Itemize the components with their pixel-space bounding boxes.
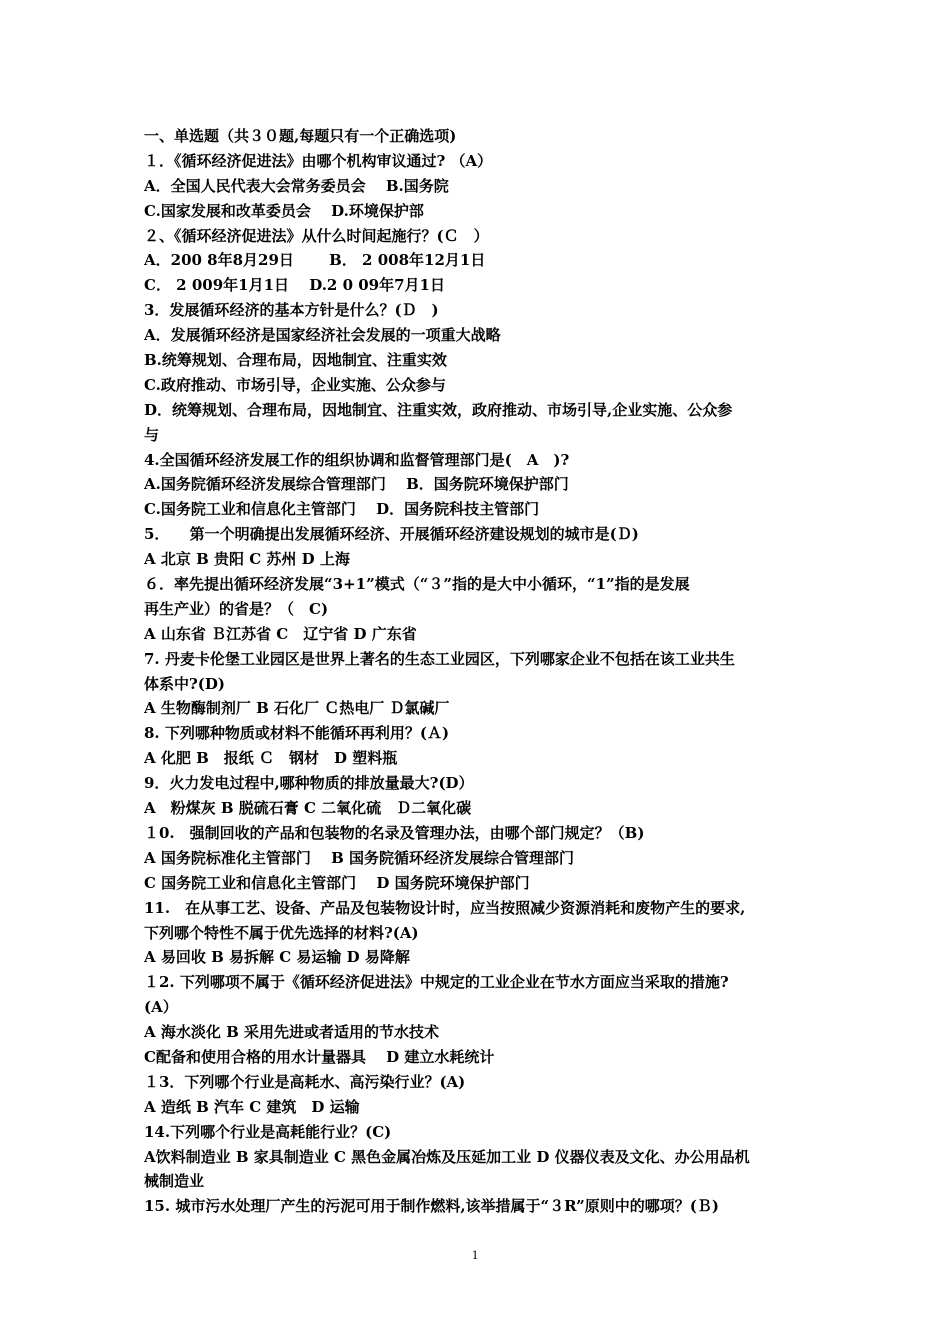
question-4: 4.全国循环经济发展工作的组织协调和监督管理部门是( A )? (144, 450, 570, 469)
question-11: 11. 在从事工艺、设备、产品及包装物设计时，应当按照减少资源消耗和废物产生的要求, (144, 898, 746, 917)
question-7: 7. 丹麦卡伦堡工业园区是世界上著名的生态工业园区，下列哪家企业不包括在该工业共生 (144, 649, 735, 668)
document-body (144, 124, 814, 1219)
question-9: 9．火力发电过程中,哪种物质的排放量最大?(D） (144, 774, 474, 793)
question-12-options-cd: C配备和使用合格的用水计量器具 D 建立水耗统计 (144, 1047, 495, 1066)
question-10-options-cd: C 国务院工业和信息化主管部门 D 国务院环境保护部门 (144, 873, 530, 892)
question-7-options: A 生物酶制剂厂 B 石化厂 Ｃ热电厂 Ｄ氯碱厂 (144, 699, 450, 718)
question-2: ２、《循环经济促进法》从什么时间起施行？(Ｃ ） (144, 226, 489, 245)
question-10: １0. 强制回收的产品和包装物的名录及管理办法，由哪个部门规定？（B) (144, 823, 645, 842)
question-6-options: A 山东省 Ｂ江苏省 C 辽宁省 D 广东省 (144, 624, 417, 643)
question-10-options-ab: A 国务院标准化主管部门 B 国务院循环经济发展综合管理部门 (144, 848, 574, 867)
question-3-option-a: A．发展循环经济是国家经济社会发展的一项重大战略 (144, 326, 501, 345)
question-8: 8. 下列哪种物质或材料不能循环再利用？(Ａ) (144, 724, 450, 743)
question-12-answer: (A） (144, 998, 178, 1017)
section-heading: 一、单选题（共３０题,每题只有一个正确选项) (144, 127, 457, 145)
question-7-cont: 体系中?(D) (144, 674, 225, 693)
question-3-option-d: D．统筹规划、合理布局，因地制宜、注重实效，政府推动、市场引导,企业实施、公众参 (144, 400, 733, 419)
question-1-options-cd: C.国家发展和改革委员会 D.环境保护部 (144, 201, 424, 220)
question-6-cont: 再生产业）的省是？（ C) (144, 599, 329, 618)
question-1: １．《循环经济促进法》由哪个机构审议通过? （A） (144, 151, 493, 170)
question-3-option-b: B.统筹规划、合理布局，因地制宜、注重实效 (144, 351, 447, 370)
question-2-options-cd: C． 2 009年1月1日 D.2 0 09年7月1日 (144, 276, 445, 295)
question-15: 15. 城市污水处理厂产生的污泥可用于制作燃料,该举措属于“３R”原则中的哪项？(Ｂ) (144, 1197, 719, 1216)
page-number: 1 (471, 1247, 479, 1262)
question-14: 14.下列哪个行业是高耗能行业？(C) (144, 1122, 392, 1141)
question-3-option-d-cont: 与 (144, 425, 160, 444)
question-8-options: A 化肥 B 报纸 Ｃ 钢材 D 塑料瓶 (144, 749, 398, 768)
question-11-cont: 下列哪个特性不属于优先选择的材料?(A) (144, 923, 419, 942)
question-3: 3．发展循环经济的基本方针是什么？(Ｄ ) (144, 301, 439, 320)
question-2-options-ab: A．200 8年8月29日 B． 2 008年12月1日 (144, 251, 486, 270)
question-13-options: A 造纸 B 汽车 C 建筑 D 运输 (144, 1097, 360, 1116)
question-4-options-cd: C.国务院工业和信息化主管部门 D．国务院科技主管部门 (144, 500, 540, 519)
question-4-options-ab: A.国务院循环经济发展综合管理部门 B．国务院环境保护部门 (144, 475, 569, 494)
question-14-options: A饮料制造业 B 家具制造业 C 黑色金属冶炼及压延加工业 D 仪器仪表及文化、办公用品机 (144, 1147, 750, 1166)
question-12-options-ab: A 海水淡化 B 采用先进或者适用的节水技术 (144, 1023, 439, 1042)
question-9-options: A 粉煤灰 B 脱硫石膏 C 二氧化硫 Ｄ二氧化碳 (144, 799, 472, 818)
question-5-options: A 北京 B 贵阳 C 苏州 D 上海 (144, 550, 350, 569)
question-12: １2. 下列哪项不属于《循环经济促进法》中规定的工业企业在节水方面应当采取的措施? (144, 973, 729, 992)
question-5: 5． 第一个明确提出发展循环经济、开展循环经济建设规划的城市是(Ｄ) (144, 525, 639, 544)
question-1-options-ab: A．全国人民代表大会常务委员会 B.国务院 (144, 176, 449, 195)
question-14-options-cont: 械制造业 (144, 1172, 205, 1191)
question-6: ６．率先提出循环经济发展“3+1”模式（“３”指的是大中小循环，“1”指的是发展 (144, 575, 690, 594)
question-11-options: A 易回收 B 易拆解 C 易运输 D 易降解 (144, 948, 410, 967)
question-3-option-c: C.政府推动、市场引导，企业实施、公众参与 (144, 375, 446, 394)
question-13: １3．下列哪个行业是高耗水、高污染行业？(A) (144, 1072, 466, 1091)
